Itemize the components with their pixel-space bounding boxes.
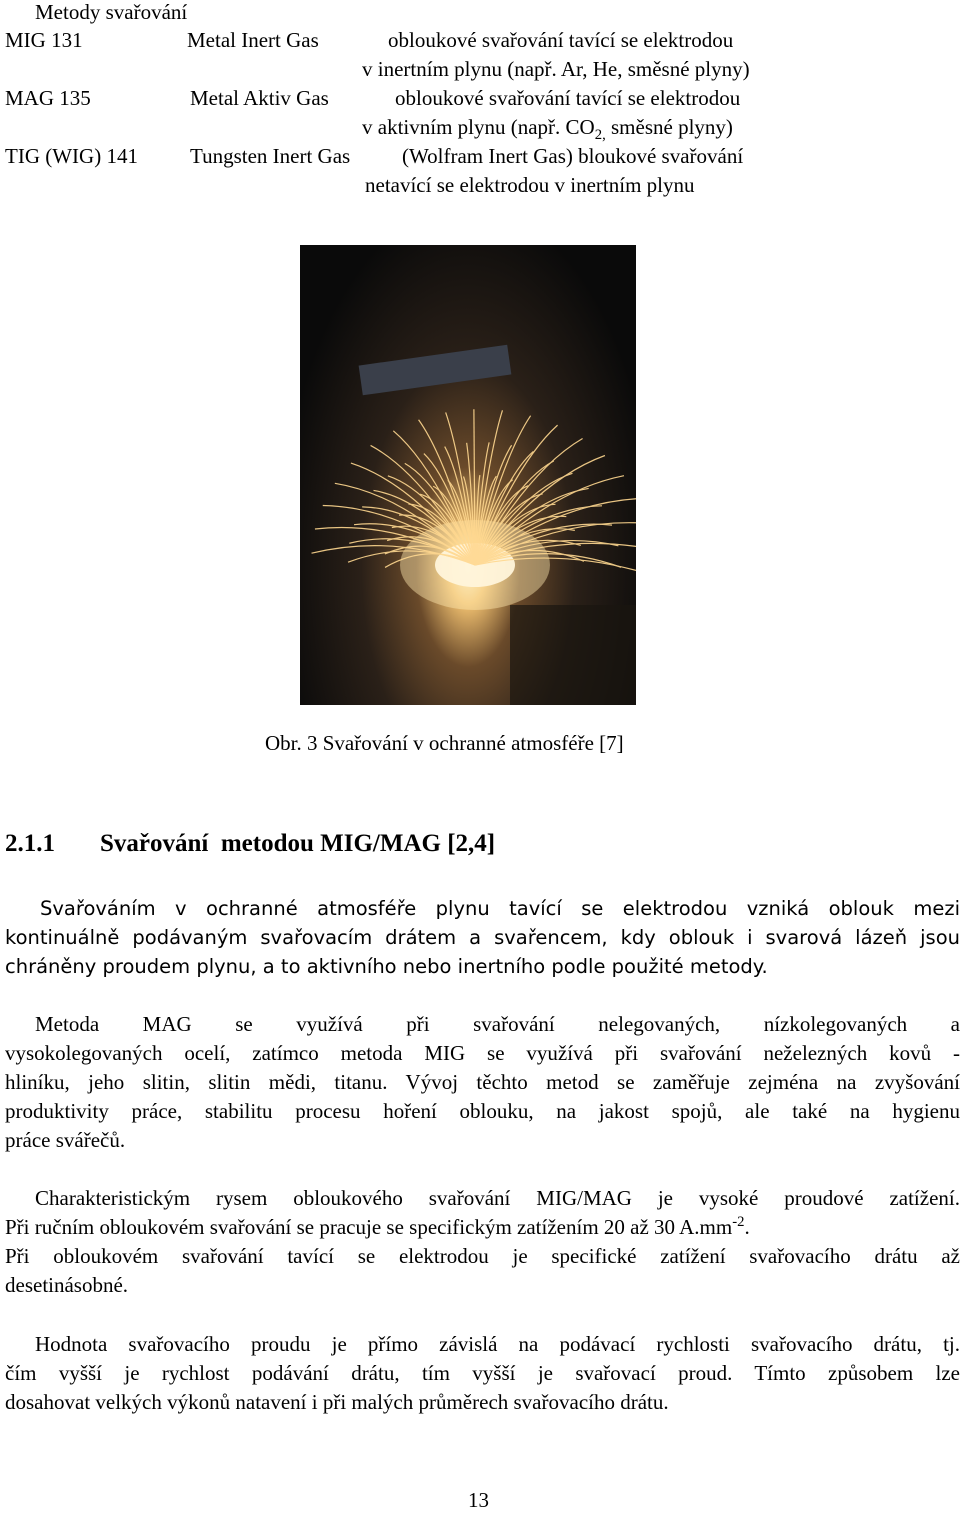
method-name-mig: Metal Inert Gas: [187, 28, 319, 52]
unit-exponent: -2: [732, 1214, 745, 1230]
method-desc-tig-1: (Wolfram Inert Gas) bloukové svařování: [402, 144, 744, 168]
paragraph-4: [5, 1330, 960, 1417]
paragraph-3: [5, 1184, 960, 1300]
paragraph-3-line: Při obloukovém svařování tavící se elektrodou je specifické zatížení svařovacího drátu až: [5, 1244, 960, 1268]
paragraph-4-line: dosahovat velkých výkonů natavení i při malých průměrech svařovacího drátu.: [5, 1390, 669, 1414]
paragraph-3-line-2-text: Při ručním obloukovém svařování se pracuje se specifickým zatížením 20 až 30 A.mm: [5, 1215, 733, 1239]
paragraph-3-line: desetinásobné.: [5, 1273, 129, 1297]
method-desc-tig-2: netavící se elektrodou v inertním plynu: [365, 173, 695, 197]
paragraph-2-line: hliníku, jeho slitin, slitin mědi, titanu. Vývoj těchto metod se zaměřuje zejména na zvyšování: [5, 1070, 960, 1094]
welding-sparks-image: [300, 245, 636, 705]
paragraph-2: [5, 1010, 960, 1155]
method-desc-mag-1: obloukové svařování tavící se elektrodou: [395, 86, 741, 110]
paragraph-3-line-2-end: .: [744, 1215, 750, 1239]
paragraph-1: [5, 894, 960, 981]
paragraph-1-line: Svařováním v ochranné atmosféře plynu tavící se elektrodou vzniká oblouk mezi: [40, 897, 960, 920]
method-desc-mag-2-pre: v aktivním plynu (např. CO: [362, 115, 595, 139]
method-desc-mig-1: obloukové svařování tavící se elektrodou: [388, 28, 734, 52]
paragraph-2-line: práce svářečů.: [5, 1128, 126, 1152]
methods-heading: Metody svařování: [35, 0, 188, 24]
method-code-mag: MAG 135: [5, 86, 91, 110]
method-name-tig: Tungsten Inert Gas: [190, 144, 351, 168]
method-desc-mig-2: v inertním plynu (např. Ar, He, směsné plyny): [362, 57, 750, 81]
method-desc-mag-2: [362, 115, 733, 144]
paragraph-1-line: kontinuálně podávaným svařovacím drátem a svařencem, kdy oblouk i svarová lázeň jsou: [5, 926, 960, 949]
figure-caption: Obr. 3 Svařování v ochranné atmosféře [7]: [265, 731, 624, 755]
method-name-mag: Metal Aktiv Gas: [190, 86, 329, 110]
method-code-mig: MIG 131: [5, 28, 83, 52]
method-code-tig: TIG (WIG) 141: [5, 144, 138, 168]
method-desc-mag-2-post: směsné plyny): [605, 115, 733, 139]
section-title: Svařování metodou MIG/MAG [2,4]: [100, 830, 496, 857]
paragraph-4-line: čím vyšší je rychlost podávání drátu, tím vyšší je svařovací proud. Tímto způsobem lze: [5, 1361, 960, 1385]
page-number: 13: [468, 1488, 489, 1512]
paragraph-3-line: Charakteristickým rysem obloukového svařování MIG/MAG je vysoké proudové zatížení.: [35, 1186, 960, 1210]
paragraph-2-line: vysokolegovaných ocelí, zatímco metoda MIG se využívá při svařování neželezných kovů -: [5, 1041, 960, 1065]
paragraph-4-line: Hodnota svařovacího proudu je přímo závislá na podávací rychlosti svařovacího drátu, tj.: [35, 1332, 960, 1356]
section-number: 2.1.1: [5, 830, 55, 857]
co2-subscript: 2,: [594, 127, 606, 144]
welding-photo: [300, 245, 636, 705]
paragraph-3-line: [5, 1213, 960, 1242]
paragraph-2-line: produktivity práce, stabilitu procesu hoření oblouku, na jakost spojů, ale také na hygienu: [5, 1099, 960, 1123]
paragraph-1-line: chráněny proudem plynu, a to aktivního nebo inertního podle použité metody.: [5, 955, 768, 978]
section-heading: [5, 830, 495, 858]
paragraph-2-line: Metoda MAG se využívá při svařování nelegovaných, nízkolegovaných a: [35, 1012, 960, 1036]
